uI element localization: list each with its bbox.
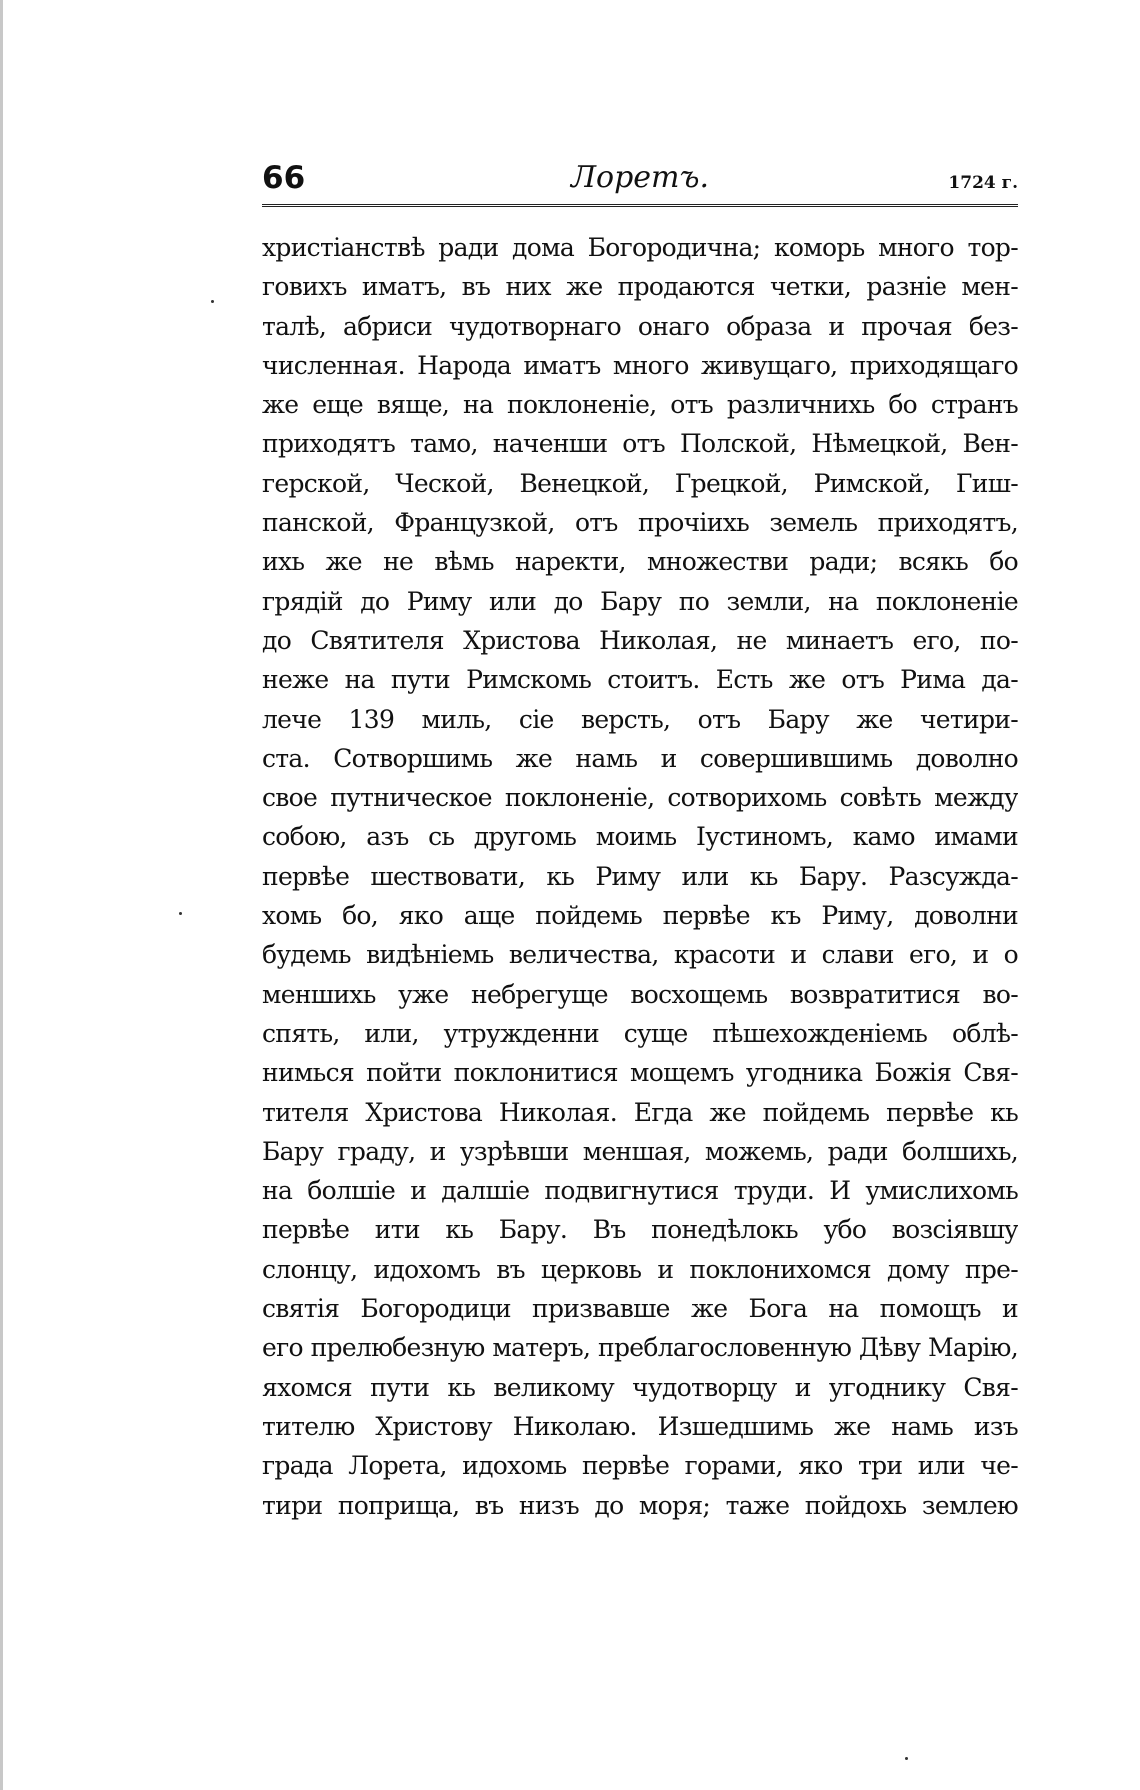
text-line: будемь видѣніемь величества, красоти и слави его, и о — [262, 940, 1018, 970]
page-edge — [0, 0, 3, 1790]
text-line: меншихь уже небрегуще восхощемь возвратитися во- — [262, 979, 1018, 1009]
text-line: тири поприща, въ низъ до моря; таже пойдохь землею — [262, 1490, 1018, 1520]
header-rule — [262, 204, 1018, 207]
text-line: численная. Народа иматъ много живущаго, приходящаго — [262, 350, 1018, 380]
text-line: герской, Ческой, Венецкой, Грецкой, Римской, Гиш- — [262, 468, 1018, 498]
text-line: талѣ, абриси чудотворнаго онаго образа и прочая без- — [262, 311, 1018, 341]
text-line: Бару граду, и узрѣвши меншая, можемь, ради болшихь, — [262, 1136, 1018, 1166]
text-line: первѣе ити кь Бару. Въ понедѣлокь убо возсіявшу — [262, 1215, 1018, 1245]
text-line: спять, или, утружденни суще пѣшехожденіемь облѣ- — [262, 1018, 1018, 1048]
text-line: свое путническое поклоненіе, сотворихомь совѣть между — [262, 783, 1018, 813]
text-line: тителя Христова Николая. Егда же пойдемь первѣе кь — [262, 1097, 1018, 1127]
text-line: ста. Сотворшимь же намь и совершившимь доволно — [262, 743, 1018, 773]
text-line: хомь бо, яко аще пойдемь первѣе къ Риму, доволни — [262, 901, 1018, 931]
scan-speck — [905, 1757, 908, 1760]
text-line: слонцу, идохомъ въ церковь и поклонихомся дому пре- — [262, 1254, 1018, 1284]
text-line: нимься пойти поклонитися мощемъ угодника Божія Свя- — [262, 1058, 1018, 1088]
text-line: лече 139 миль, сіе версть, отъ Бару же четири- — [262, 704, 1018, 734]
text-line: града Лорета, идохомь первѣе горами, яко три или че- — [262, 1451, 1018, 1481]
running-title: Лоретъ. — [570, 160, 710, 195]
page-number: 66 — [262, 160, 306, 196]
text-line: грядій до Риму или до Бару по земли, на поклоненіе — [262, 586, 1018, 616]
text-line: яхомся пути кь великому чудотворцу и угоднику Свя- — [262, 1372, 1018, 1402]
text-line: говихъ иматъ, въ них же продаются четки, разніе мен- — [262, 272, 1018, 302]
text-line: его прелюбезную матеръ, преблагословенную Дѣву Марію, — [262, 1333, 1018, 1363]
text-line: собою, азъ сь другомь моимь Іустиномъ, камо имами — [262, 822, 1018, 852]
text-line: приходятъ тамо, наченши отъ Полской, Нѣмецкой, Вен- — [262, 429, 1018, 459]
text-line: тителю Христову Николаю. Изшедшимь же намь изъ — [262, 1411, 1018, 1441]
text-line: до Святителя Христова Николая, не минаетъ его, по- — [262, 625, 1018, 655]
scan-speck — [179, 912, 182, 915]
text-line: на болшіе и далшіе подвигнутися труди. И умислихомь — [262, 1176, 1018, 1206]
body-text — [262, 228, 1018, 1525]
year-marker: 1724 г. — [948, 173, 1018, 193]
text-line: панской, Французкой, отъ прочіихь земель приходятъ, — [262, 508, 1018, 538]
running-header — [262, 160, 1018, 206]
text-line: святія Богородици призвавше же Бога на помощъ и — [262, 1294, 1018, 1324]
text-line: христіанствѣ ради дома Богородична; коморь много тор- — [262, 233, 1018, 262]
text-line: первѣе шествовати, кь Риму или кь Бару. Разсужда- — [262, 861, 1018, 891]
text-line: неже на пути Римскомь стоитъ. Есть же отъ Рима да- — [262, 665, 1018, 695]
text-line: же еще вяще, на поклоненіе, отъ различнихь бо странъ — [262, 390, 1018, 420]
scan-speck — [211, 300, 214, 303]
text-line: ихь же не вѣмь наректи, множестви ради; всякь бо — [262, 547, 1018, 577]
